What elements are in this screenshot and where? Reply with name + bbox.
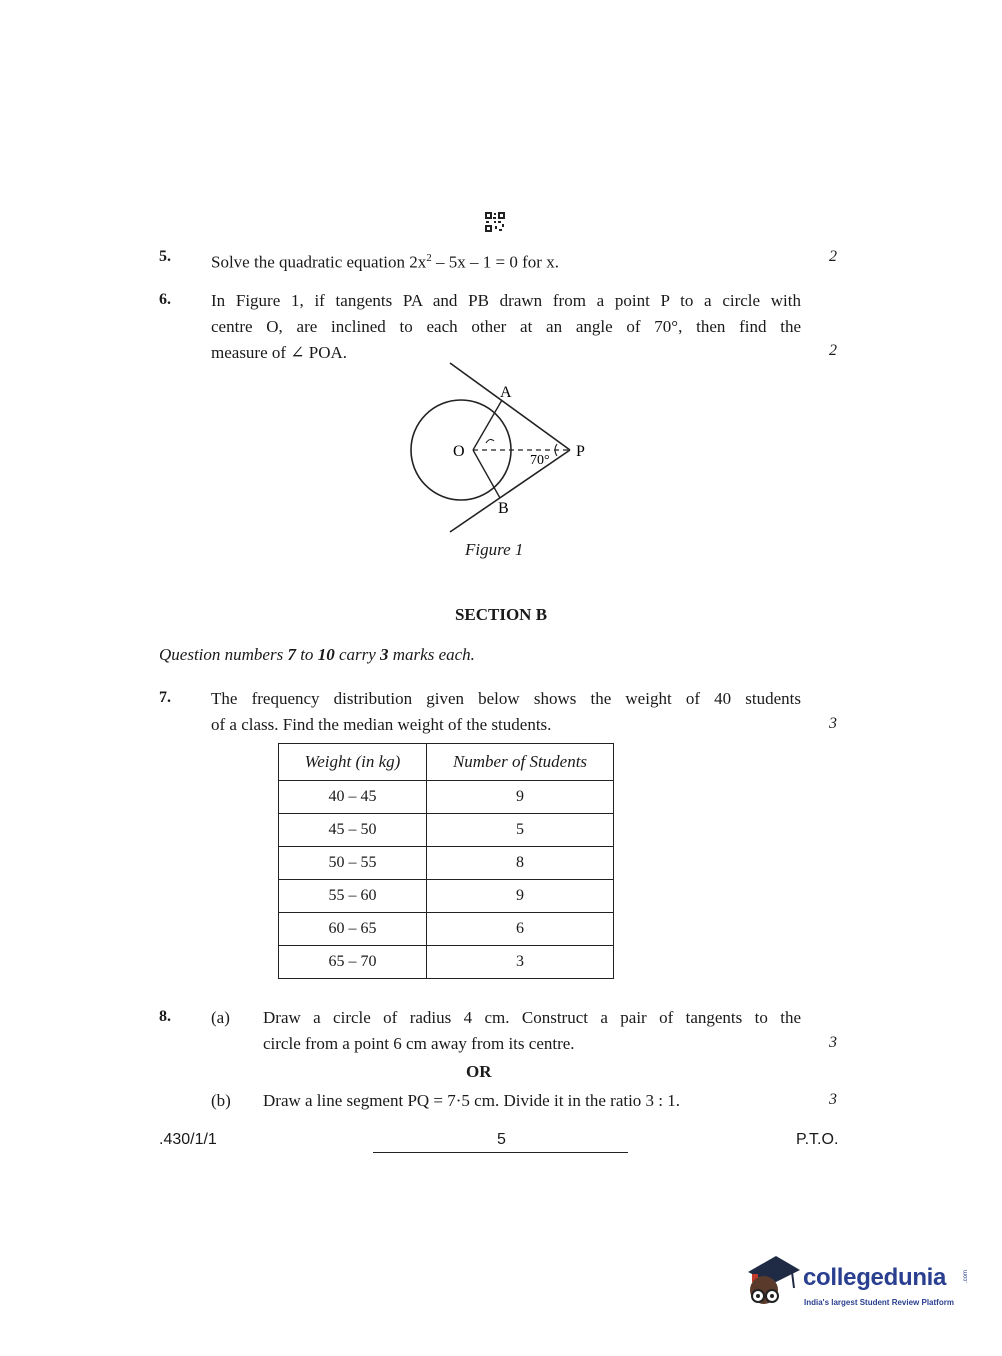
q5-marks: 2 (829, 248, 837, 265)
q6-line1: In Figure 1, if tangents PA and PB drawn from a point P to a circle with (211, 291, 801, 310)
q6-line3: measure of ∠ POA. (211, 343, 348, 362)
logo-wordmark (803, 1264, 946, 1292)
table-header-row (279, 744, 614, 781)
or-divider: OR (466, 1062, 492, 1081)
q6-line2: centre O, are inclined to each other at an angle of 70°, then find the (211, 317, 801, 336)
q5-number: 5. (159, 248, 171, 265)
table-cell: 45 – 50 (279, 814, 427, 847)
q8b-text: Draw a line segment PQ = 7·5 cm. Divide it in the ratio 3 : 1. (263, 1091, 681, 1110)
q8a-marks: 3 (829, 1034, 837, 1051)
footer-divider (373, 1152, 628, 1153)
frequency-table (278, 743, 614, 979)
section-title: SECTION B (454, 605, 548, 624)
table-row (279, 847, 614, 880)
table-row (279, 781, 614, 814)
q8a-line1: Draw a circle of radius 4 cm. Construct a pair of tangents to the (263, 1008, 801, 1027)
q8a-line2: circle from a point 6 cm away from its centre. (263, 1034, 575, 1053)
table-header: Number of Students (427, 744, 614, 781)
q5-text-post: – 5x – 1 = 0 for x. (431, 252, 559, 272)
table-cell: 3 (427, 946, 614, 979)
q6-marks: 2 (829, 342, 837, 359)
q8b-label: (b) (211, 1091, 231, 1110)
angle-mark-o (486, 439, 494, 443)
figure-caption: Figure 1 (465, 540, 524, 559)
q7-line1: The frequency distribution given below shows the weight of 40 students (211, 689, 801, 708)
q7-number: 7. (159, 689, 171, 706)
instr-post: marks each. (388, 645, 475, 664)
label-p: P (576, 443, 585, 460)
q8b-marks: 3 (829, 1091, 837, 1108)
table-cell: 40 – 45 (279, 781, 427, 814)
page-number: 5 (497, 1131, 506, 1148)
radius-ob (473, 450, 500, 498)
q8a-label: (a) (211, 1008, 230, 1027)
instr-n1: 7 (287, 645, 296, 664)
q6-number: 6. (159, 291, 171, 308)
q5-text-pre: Solve the quadratic equation 2x (211, 252, 427, 272)
table-row (279, 946, 614, 979)
table-row (279, 814, 614, 847)
section-instructions (159, 645, 475, 665)
table-cell: 55 – 60 (279, 880, 427, 913)
figure-1-diagram (400, 355, 610, 535)
instr-mid: to (295, 645, 318, 664)
table-cell: 8 (427, 847, 614, 880)
table-row (279, 880, 614, 913)
table-cell: 50 – 55 (279, 847, 427, 880)
logo-name: collegedunia (803, 1264, 947, 1291)
instr-n2: 10 (317, 645, 335, 664)
label-a: A (500, 384, 512, 401)
label-b: B (498, 500, 509, 517)
instr-pre: Question numbers (159, 645, 288, 664)
paper-code: .430/1/1 (159, 1131, 217, 1148)
table-cell: 9 (427, 880, 614, 913)
qr-code-icon (485, 212, 505, 232)
table-cell: 9 (427, 781, 614, 814)
table-cell: 65 – 70 (279, 946, 427, 979)
table-cell: 6 (427, 913, 614, 946)
instr-mid2: carry (334, 645, 381, 664)
table-header: Weight (in kg) (279, 744, 427, 781)
q5-text (211, 245, 559, 276)
logo-suffix: .com (963, 1270, 969, 1284)
logo-tagline: India's largest Student Review Platform (804, 1298, 954, 1307)
q5-superscript: 2 (426, 252, 432, 264)
angle-label: 70° (530, 453, 550, 468)
collegedunia-mascot-icon (742, 1250, 802, 1312)
table-cell: 5 (427, 814, 614, 847)
q8-number: 8. (159, 1008, 171, 1025)
instr-n3: 3 (380, 645, 389, 664)
table-cell: 60 – 65 (279, 913, 427, 946)
table-row (279, 913, 614, 946)
q7-marks: 3 (829, 715, 837, 732)
label-o: O (453, 443, 465, 460)
pto-label: P.T.O. (796, 1131, 839, 1148)
q7-line2: of a class. Find the median weight of the students. (211, 715, 552, 734)
